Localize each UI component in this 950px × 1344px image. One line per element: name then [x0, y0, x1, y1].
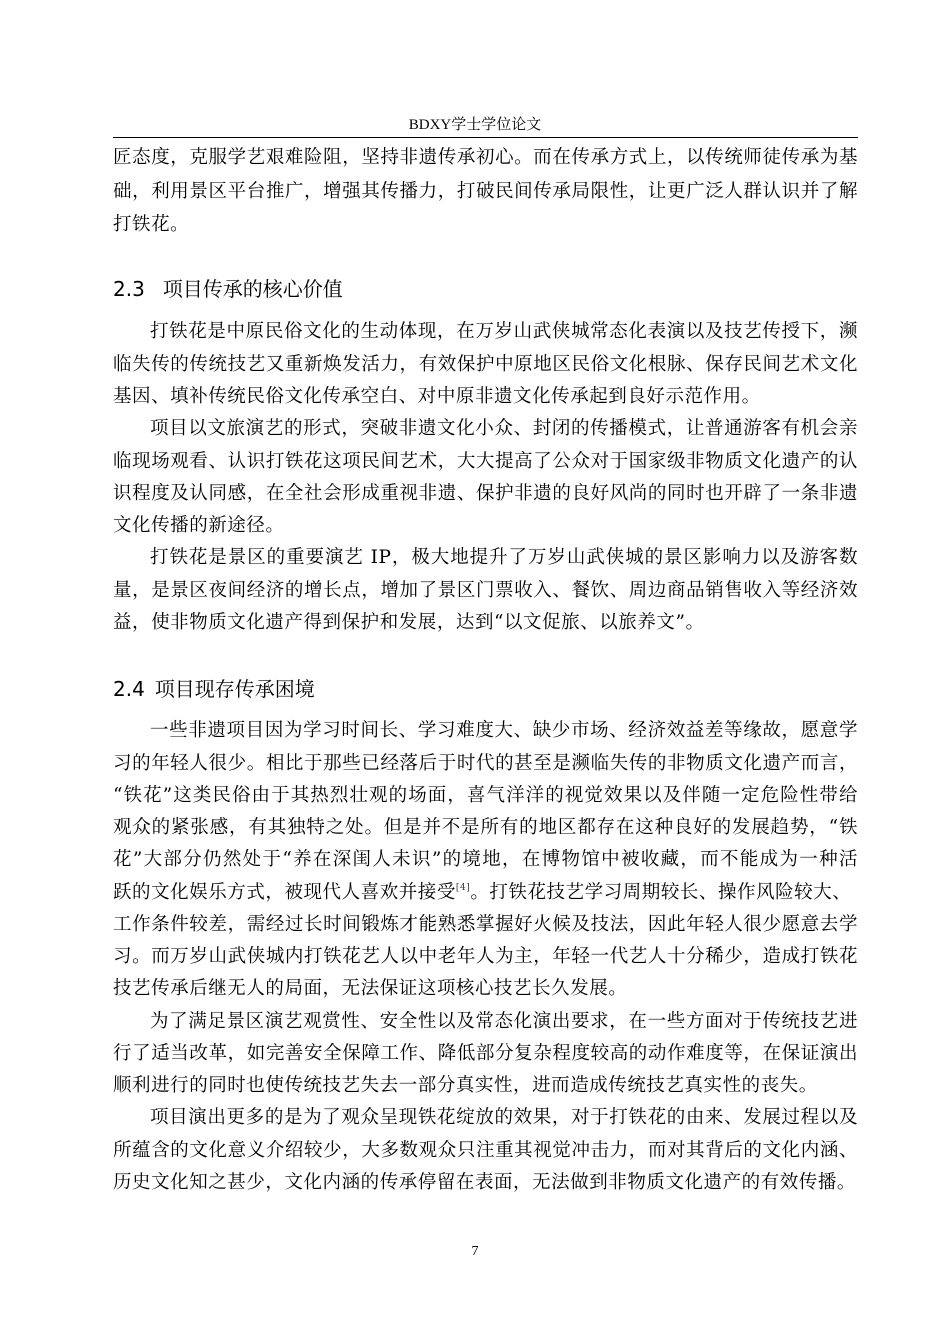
section-heading-2-3: [113, 276, 343, 302]
text-line: 打铁花是中原民俗文化的生动体现，在万岁山武侠城常态化表演以及技艺传授下，濒: [150, 321, 858, 342]
text-line: 临失传的传统技艺又重新焕发活力，有效保护中原地区民俗文化根脉、保存民间艺术文化: [113, 354, 858, 375]
text-line: 打铁花是景区的重要演艺 IP，极大地提升了万岁山武侠城的景区影响力以及游客数: [150, 547, 858, 568]
text-line: 顺利进行的同时也使传统技艺失去一部分真实性，进而造成传统技艺真实性的丧失。: [113, 1075, 818, 1096]
section-heading-2-4: [113, 676, 315, 702]
citation-reference: [4]: [455, 883, 471, 893]
text-line: 所蕴含的文化意义介绍较少，大多数观众只注重其视觉冲击力，而对其背后的文化内涵、: [113, 1140, 858, 1161]
text-line: 益，使非物质文化遗产得到保护和发展，达到“以文促旅、以旅养文”。: [113, 612, 705, 633]
text-line: 项目以文旅演艺的形式，突破非遗文化小众、封闭的传播模式，让普通游客有机会亲: [150, 418, 858, 439]
text-segment: 。打铁花技艺学习周期较长、操作风险较大、: [470, 882, 852, 903]
text-line: 习的年轻人很少。相比于那些已经落后于时代的甚至是濒临失传的非物质文化遗产而言，: [113, 753, 858, 774]
header-rule: [113, 137, 858, 138]
text-line-with-citation: [113, 881, 858, 905]
text-line: 打铁花。: [113, 214, 190, 235]
text-line: 行了适当改革，如完善安全保障工作、降低部分复杂程度较高的动作难度等，在保证演出: [113, 1043, 858, 1064]
text-line: 历史文化知之甚少，文化内涵的传承停留在表面，无法做到非物质文化遗产的有效传播。: [113, 1172, 856, 1193]
section-title: 项目传承的核心价值: [162, 277, 343, 301]
page-header-title: BDXY学士学位论文: [408, 117, 542, 133]
text-line: 基因、填补传统民俗文化传承空白、对中原非遗文化传承起到良好示范作用。: [113, 386, 761, 407]
text-line: 工作条件较差，需经过长时间锻炼才能熟悉掌握好火候及技法，因此年轻人很少愿意去学: [113, 914, 858, 935]
text-line: 量，是景区夜间经济的增长点，增加了景区门票收入、餐饮、周边商品销售收入等经济效: [113, 580, 858, 601]
text-line: 观众的紧张感，有其独特之处。但是并不是所有的地区都存在这种良好的发展趋势，“铁: [113, 817, 858, 838]
text-line: 一些非遗项目因为学习时间长、学习难度大、缺少市场、经济效益差等缘故，愿意学: [150, 720, 858, 741]
section-number: 2.4: [113, 677, 145, 701]
text-line: 项目演出更多的是为了观众呈现铁花绽放的效果，对于打铁花的由来、发展过程以及: [150, 1107, 858, 1128]
text-line: 习。而万岁山武侠城内打铁花艺人以中老年人为主，年轻一代艺人十分稀少，造成打铁花: [113, 946, 858, 967]
text-segment: 跃的文化娱乐方式，被现代人喜欢并接受: [113, 882, 456, 903]
text-line: 文化传播的新途径。: [113, 515, 285, 536]
text-line: 础，利用景区平台推广，增强其传播力，打破民间传承局限性，让更广泛人群认识并了解: [113, 181, 858, 202]
section-title: 项目现存传承困境: [154, 677, 315, 701]
section-number: 2.3: [113, 277, 145, 301]
text-line: 临现场观看、认识打铁花这项民间艺术，大大提高了公众对于国家级非物质文化遗产的认: [113, 451, 858, 472]
text-line: 花”大部分仍然处于“养在深闺人未识”的境地，在博物馆中被收藏，而不能成为一种活: [113, 849, 858, 870]
text-line: 匠态度，克服学艺艰难险阻，坚持非遗传承初心。而在传承方式上，以传统师徒传承为基: [113, 147, 858, 168]
text-line: 识程度及认同感，在全社会形成重视非遗、保护非遗的良好风尚的同时也开辟了一条非遗: [113, 483, 858, 504]
page-number: 7: [471, 1244, 479, 1259]
text-line: 为了满足景区演艺观赏性、安全性以及常态化演出要求，在一些方面对于传统技艺进: [150, 1011, 858, 1032]
text-line: “铁花”这类民俗由于其热烈壮观的场面，喜气洋洋的视觉效果以及伴随一定危险性带给: [113, 785, 858, 806]
text-line: 技艺传承后继无人的局面，无法保证这项核心技艺长久发展。: [113, 978, 628, 999]
